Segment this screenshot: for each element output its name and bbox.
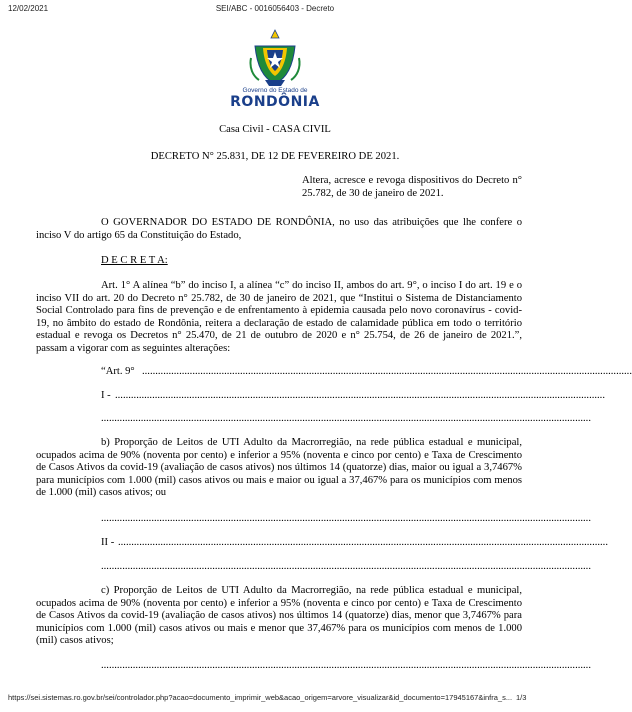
ellipsis-line: ......................................................................................................................................................................................... [101,513,591,524]
page-number: 1/3 [516,693,527,702]
ellipsis-line: ......................................................................................................................................................................................... [115,390,605,401]
paragraph-b: b) Proporção de Leitos de UTI Adulto da Macrorregião, na rede pública estadual e municipal, ocupados acima de 90% (noventa por cento) e inferior a 95% (noventa e cinco por cento) e Taxa de Crescimento de Casos Ativos da covid-19 (avaliação de casos ativos) nos últimos 14 (quatorze) dias, maior ou igual a 3,7467% para municípios com 1.000 (mil) casos ativos ou mais e maior ou igual a 37,467% para os municípios com menos de 1.000 (mil) casos ativos; ou [36,437,522,499]
paragraph-c: c) Proporção de Leitos de UTI Adulto da Macrorregião, na rede pública estadual e municipal, ocupados acima de 90% (noventa por cento) e inferior a 95% (noventa e cinco por cento) e Taxa de Crescimento de Casos Ativos da covid-19 (avaliação de casos ativos) nos últimos 14 (quatorze) dias, menor que 3,7467% para municípios com 1.000 (mil) casos ativos ou mais e menor que 37,467% para os municípios com menos de 1.000 (mil) casos ativos; [36,585,522,647]
ellipsis-line: ......................................................................................................................................................................................... [142,366,632,377]
art-9-label: “Art. 9° [101,366,135,377]
ellipsis-line: ......................................................................................................................................................................................... [118,537,608,548]
print-url: https://sei.sistemas.ro.gov.br/sei/controlador.php?acao=documento_imprimir_web&acao_origem=arvore_visualizar&id_documento=17945167&infra_s... [8,693,513,702]
ellipsis-line: ......................................................................................................................................................................................... [101,561,591,572]
inciso-1-label: I - [101,390,111,401]
article-1-paragraph: Art. 1° A alínea “b” do inciso I, a alínea “c” do inciso II, ambos do art. 9°, o inciso I do art. 19 e o inciso VII do art. 20 do Decreto n° 25.782, de 30 de janeiro de 2021, que “Institui o Sistema de Distanciamento Social Controlado para fins de prevenção e de enfrentamento à epidemia causada pelo novo coronavírus - covid-19, no âmbito do estado de Rondônia, reitera a declaração de estado de calamidade pública em todo o território estadual e revoga os Decretos n° 25.470, de 21 de outubro de 2020 e n° 25.754, de 26 de janeiro de 2021.”, passam a vigorar com as seguintes alterações: [36,280,522,354]
logo-subtitle: Governo do Estado de [242,87,308,94]
print-date: 12/02/2021 [8,4,49,13]
ementa: Altera, acresce e revoga dispositivos do Decreto n° 25.782, de 30 de janeiro de 2021. [302,175,522,199]
logo-title: RONDÔNIA [230,94,320,110]
ellipsis-line: ......................................................................................................................................................................................... [101,660,591,671]
inciso-2-label: II - [101,537,115,548]
decree-title: DECRETO N° 25.831, DE 12 DE FEVEREIRO DE 2021. [150,151,400,162]
decreta-heading: D E C R E T A: [101,255,168,266]
print-doc-title: SEI/ABC - 0016056403 - Decreto [215,4,335,13]
ellipsis-line: ......................................................................................................................................................................................... [101,413,591,424]
preamble-paragraph: O GOVERNADOR DO ESTADO DE RONDÔNIA, no uso das atribuições que lhe confere o inciso V do artigo 65 da Constituição do Estado, [36,217,522,241]
agency-name: Casa Civil - CASA CIVIL [219,124,331,135]
